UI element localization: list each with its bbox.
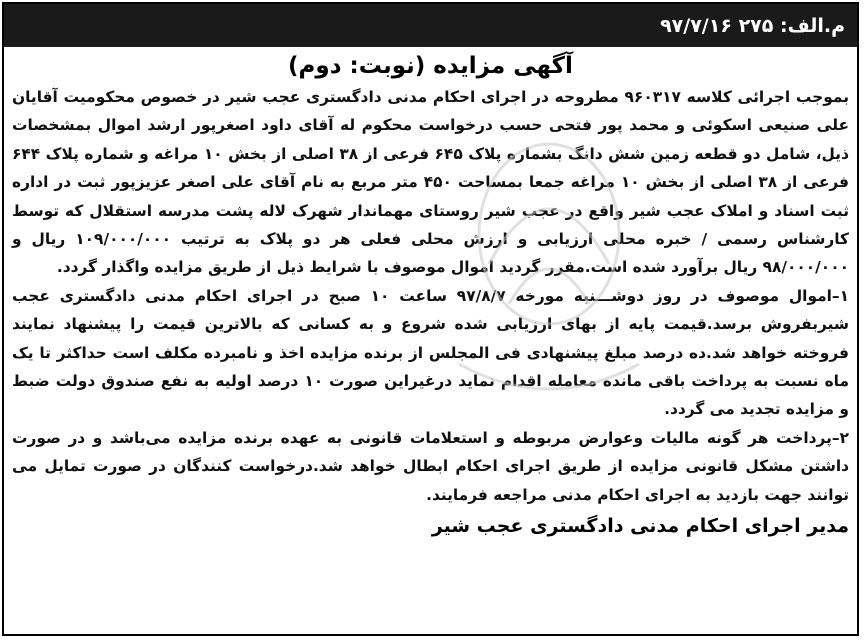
paragraph-condition-1: ۱–اموال موصوف در روز دوشـــنبه مورخه ۹۷/۸/۷ ساعت ۱۰ صبح در اجرای احکام مدنی دادگستری عجب شیربفروش برسد.قیمت پایه از بهای ارزیابی شده شروع و به کسانی که بالاترین قیمت را پیشنهاد نمایند فروخته خواهد شد.ده درصد مبلغ پیشنهادی فی المجلس از برنده مزایده اخذ و نامبرده مکلف است حداکثر تا یک ماه نسبت به پرداخت باقی مانده معامله اقدام نماید درغیراین صورت ۱۰ درصد اولیه به نفع صندوق دولت ضبط و مزایده تجدید می گردد.	[12, 286, 850, 419]
paragraph-condition-2: ۲–پرداخت هر گونه مالیات وعوارض مربوطه و استعلامات قانونی به عهده برنده مزایده می‌باشد و در صورت داشتن مشکل قانونی مزایده از طریق اجرای احکام ابطال خواهد شد.درخواست کنندگان در صورت تمایل می توانند جهت بازدید به اجرای احکام مدنی مراجعه فرمایند.	[12, 428, 849, 504]
paragraph-intro: بموجب اجرائی کلاسه ۹۶۰۳۱۷ مطروحه در اجرای احکام مدنی دادگستری عجب شیر در خصوص محکومیت آقایان علی صنیعی اسکوئی و محمد پور فتحی حسب درخواست محکوم له آقای داود اصغرپور ارشد اموال بمشخصات ذیل، شامل دو قطعه زمین شش دانگ بشماره پلاک ۶۴۵ فرعی از ۳۸ اصلی از بخش ۱۰ مراغه و شماره پلاک ۶۴۴ فرعی از ۳۸ اصلی از بخش ۱۰ مراغه جمعا بمساحت ۴۵۰ متر مربع به نام آقای علی اصغر عزیزپور ثبت در اداره ثبت اسناد و املاک عجب شیر واقع در عجب شیر روستای مهماندار شهرک لاله پشت مدرسه استقلال که توسط کارشناس رسمی / خبره محلی ارزیابی و ارزش محلی فعلی هر دو پلاک به ترتیب ۱۰۹/۰۰۰/۰۰۰ ریال و ۹۸/۰۰۰/۰۰۰ ریال برآورد شده است.مقرر گردید اموال موصوف با شرایط ذیل از طریق مزایده واگذار گردد.	[12, 88, 850, 277]
notice-code: م.الف: ۲۷۵ ۹۷/۷/۱۶	[660, 14, 845, 37]
notice-frame	[2, 2, 859, 636]
signature: مدیر اجرای احکام مدنی دادگستری عجب شیر	[431, 515, 849, 538]
notice-body	[4, 83, 857, 509]
header-bar	[4, 4, 857, 47]
notice-title: آگهی مزایده (نوبت: دوم)	[288, 53, 573, 79]
